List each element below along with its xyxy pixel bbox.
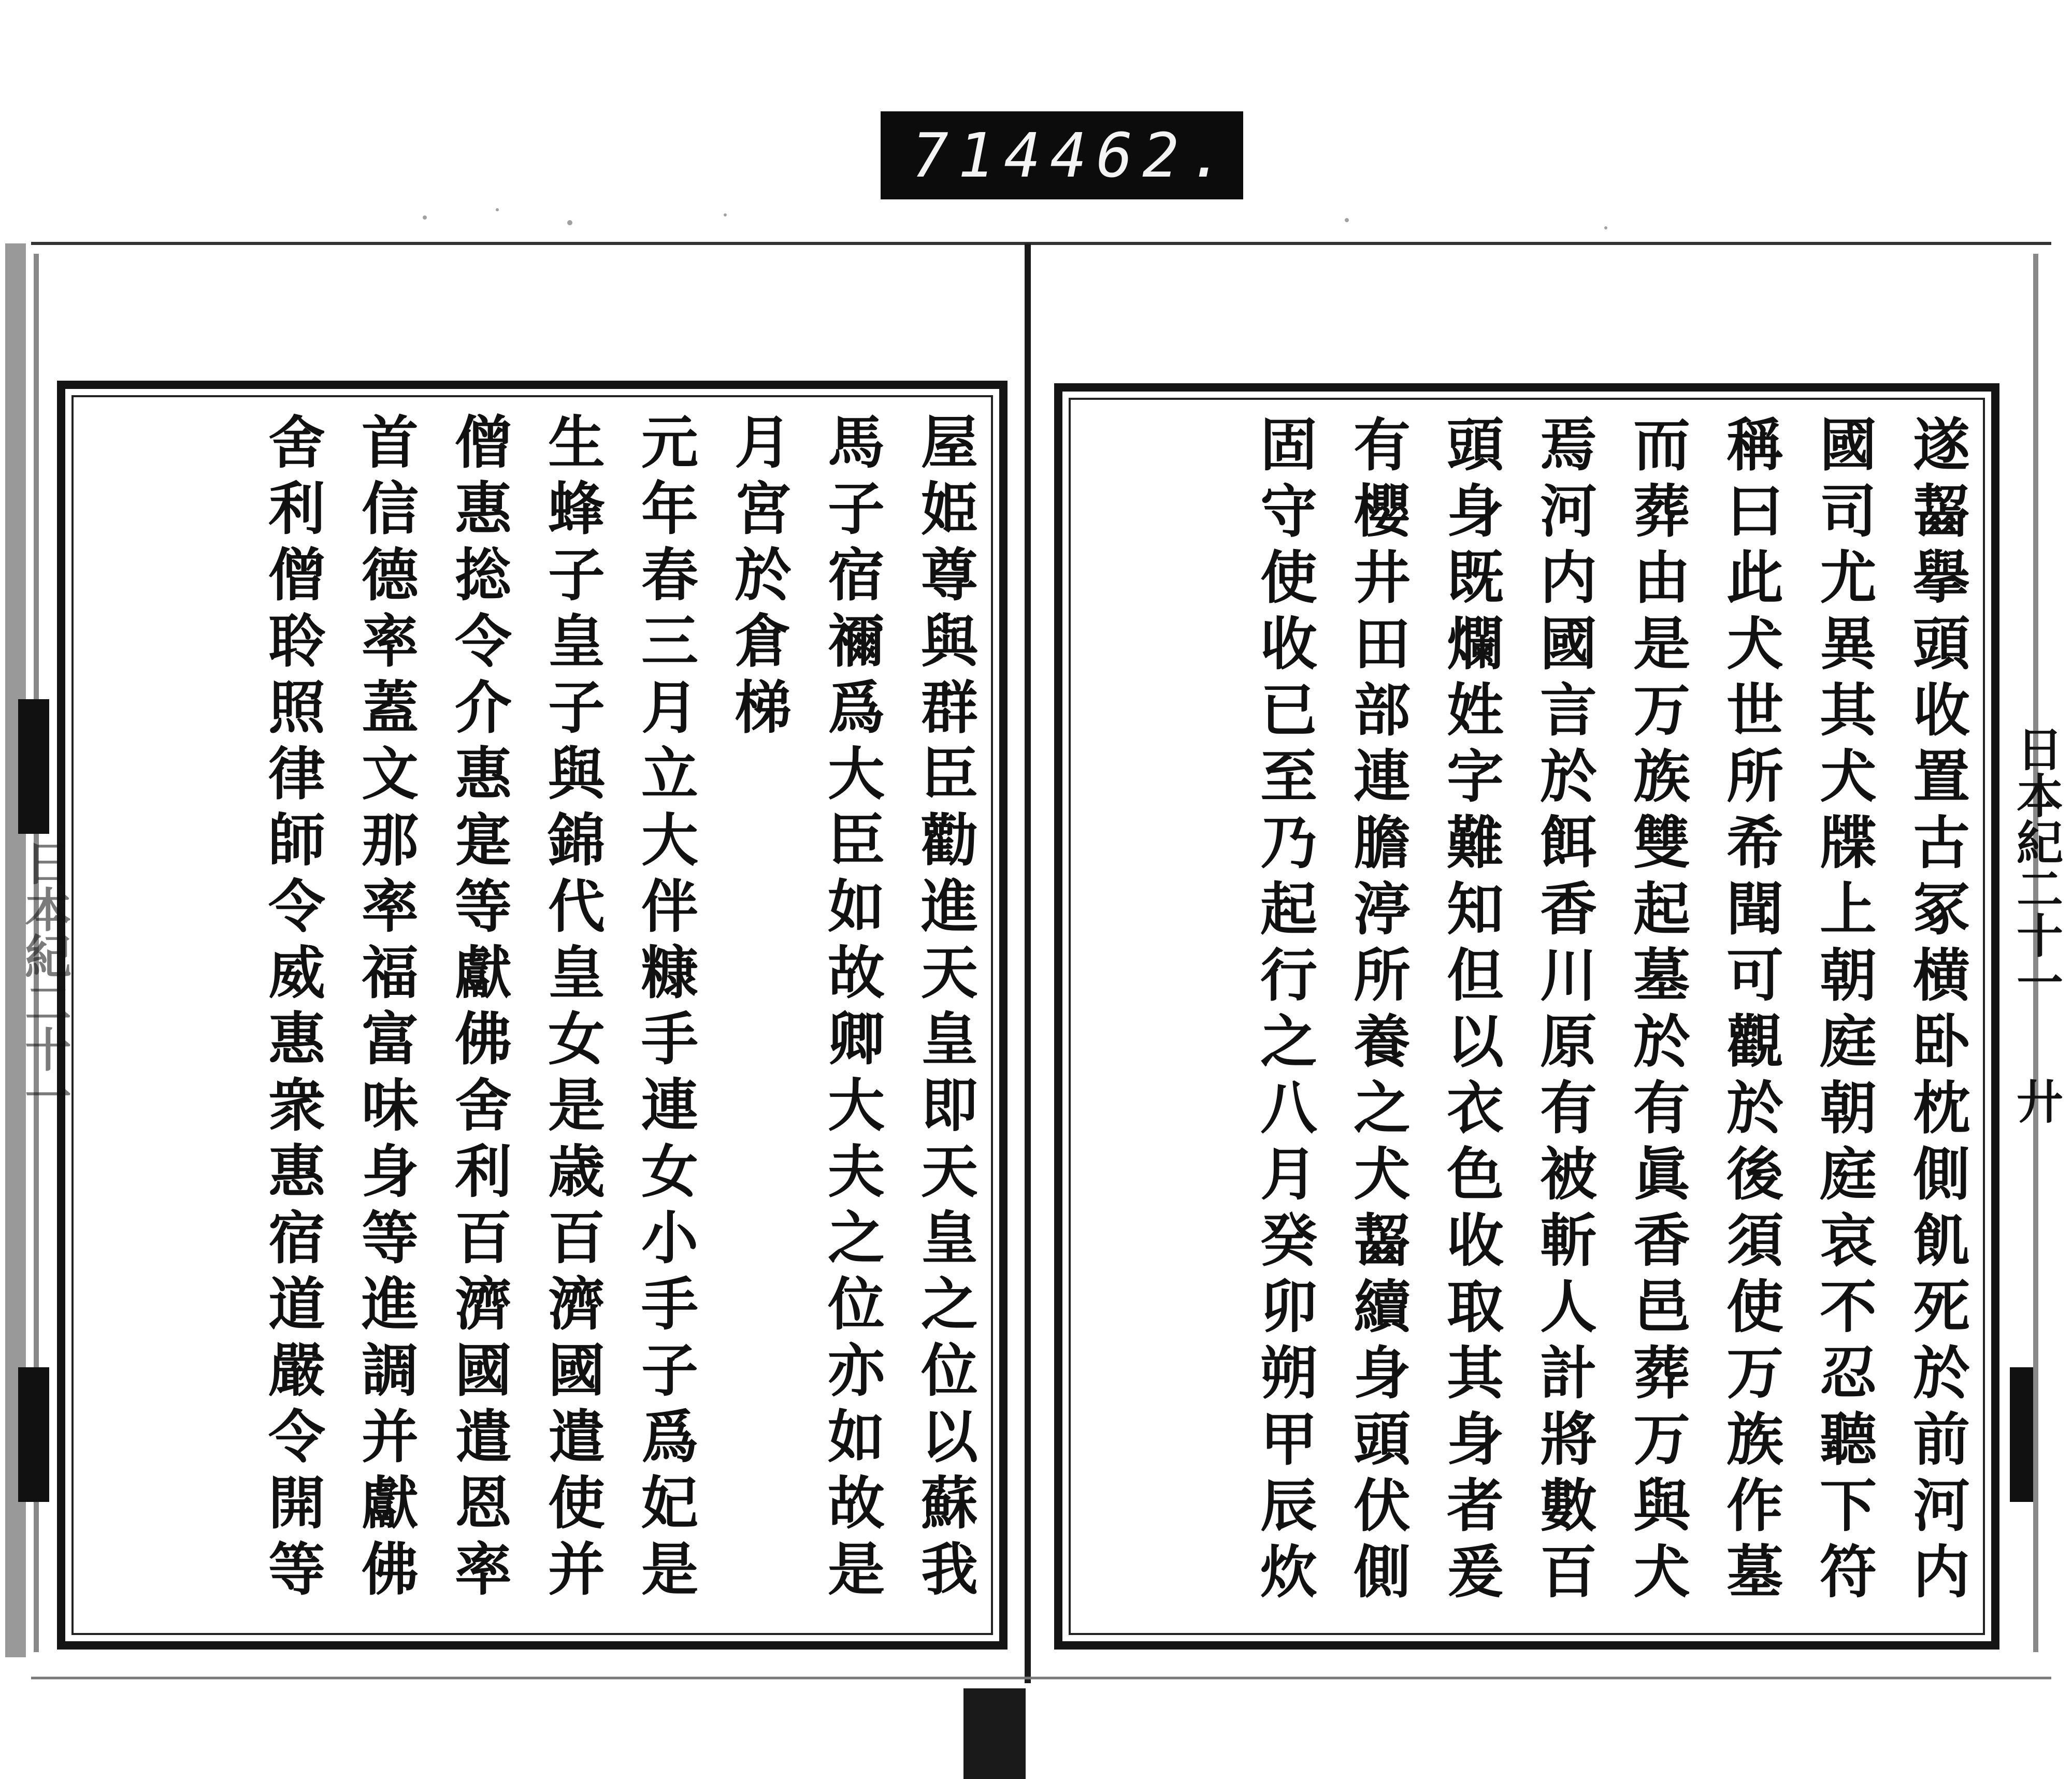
left-margin-tab-bottom	[18, 1367, 49, 1502]
catalog-number-left: 714	[912, 120, 1051, 191]
right-column-2: 國司尤異其犬牒上朝庭朝庭哀不忍聽下符	[1810, 415, 1877, 1608]
spine-line	[1025, 243, 1031, 1683]
left-column-3: 月宮於倉梯	[725, 412, 792, 744]
right-page-folio: 廾	[2008, 1077, 2063, 1124]
left-column-7: 首信德率蓋文那率福富味身等進調并獻佛	[352, 412, 419, 1606]
left-page-header: 日本紀二十一	[17, 839, 71, 1119]
left-page-text	[91, 412, 979, 1621]
catalog-number-right: 462.	[1050, 120, 1235, 191]
scan-noise	[423, 208, 1607, 229]
left-page-text-frame	[57, 381, 1008, 1650]
right-column-7: 有櫻井田部連膽渟所養之犬齧續身頭伏側	[1344, 415, 1411, 1608]
left-column-5: 生蜂子皇子與錦代皇女是歳百濟國遣使并	[539, 412, 606, 1606]
right-margin-tab	[2010, 1367, 2033, 1502]
catalog-number-label	[881, 111, 1243, 199]
right-column-1: 遂齧擧頭收置古冢横卧枕側飢死於前河内	[1904, 415, 1970, 1608]
left-column-6: 僧惠捴令介惠寔等獻佛舍利百濟國遣恩率	[445, 412, 512, 1606]
right-column-3: 稱曰此犬世所希聞可觀於後須使万族作墓	[1717, 415, 1784, 1608]
right-column-8: 固守使收已至乃起行之八月癸卯朔甲辰炊	[1251, 415, 1318, 1608]
right-page-text	[1088, 415, 1970, 1621]
right-column-5: 焉河内國言於餌香川原有被斬人計將數百	[1531, 415, 1598, 1608]
left-column-1: 屋姫尊與群臣勸進天皇即天皇之位以蘇我	[912, 412, 979, 1606]
left-column-4: 元年春三月立大伴糠手連女小手子爲妃是	[632, 412, 699, 1606]
right-column-6: 頭身既爛姓字難知但以衣色收取其身者爰	[1437, 415, 1504, 1608]
right-column-4: 而葬由是万族雙起墓於有眞香邑葬万與犬	[1624, 415, 1691, 1608]
spine-shadow-bottom	[963, 1688, 1026, 1779]
left-margin-tab-top	[18, 699, 49, 834]
left-column-2: 馬子宿禰爲大臣如故卿大夫之位亦如故是	[818, 412, 885, 1606]
right-page-header: 日本紀二十一	[2008, 725, 2063, 1005]
left-column-8: 舍利僧聆照律師令威惠衆惠宿道嚴令開等	[259, 412, 326, 1606]
right-page-text-frame	[1054, 383, 1999, 1650]
